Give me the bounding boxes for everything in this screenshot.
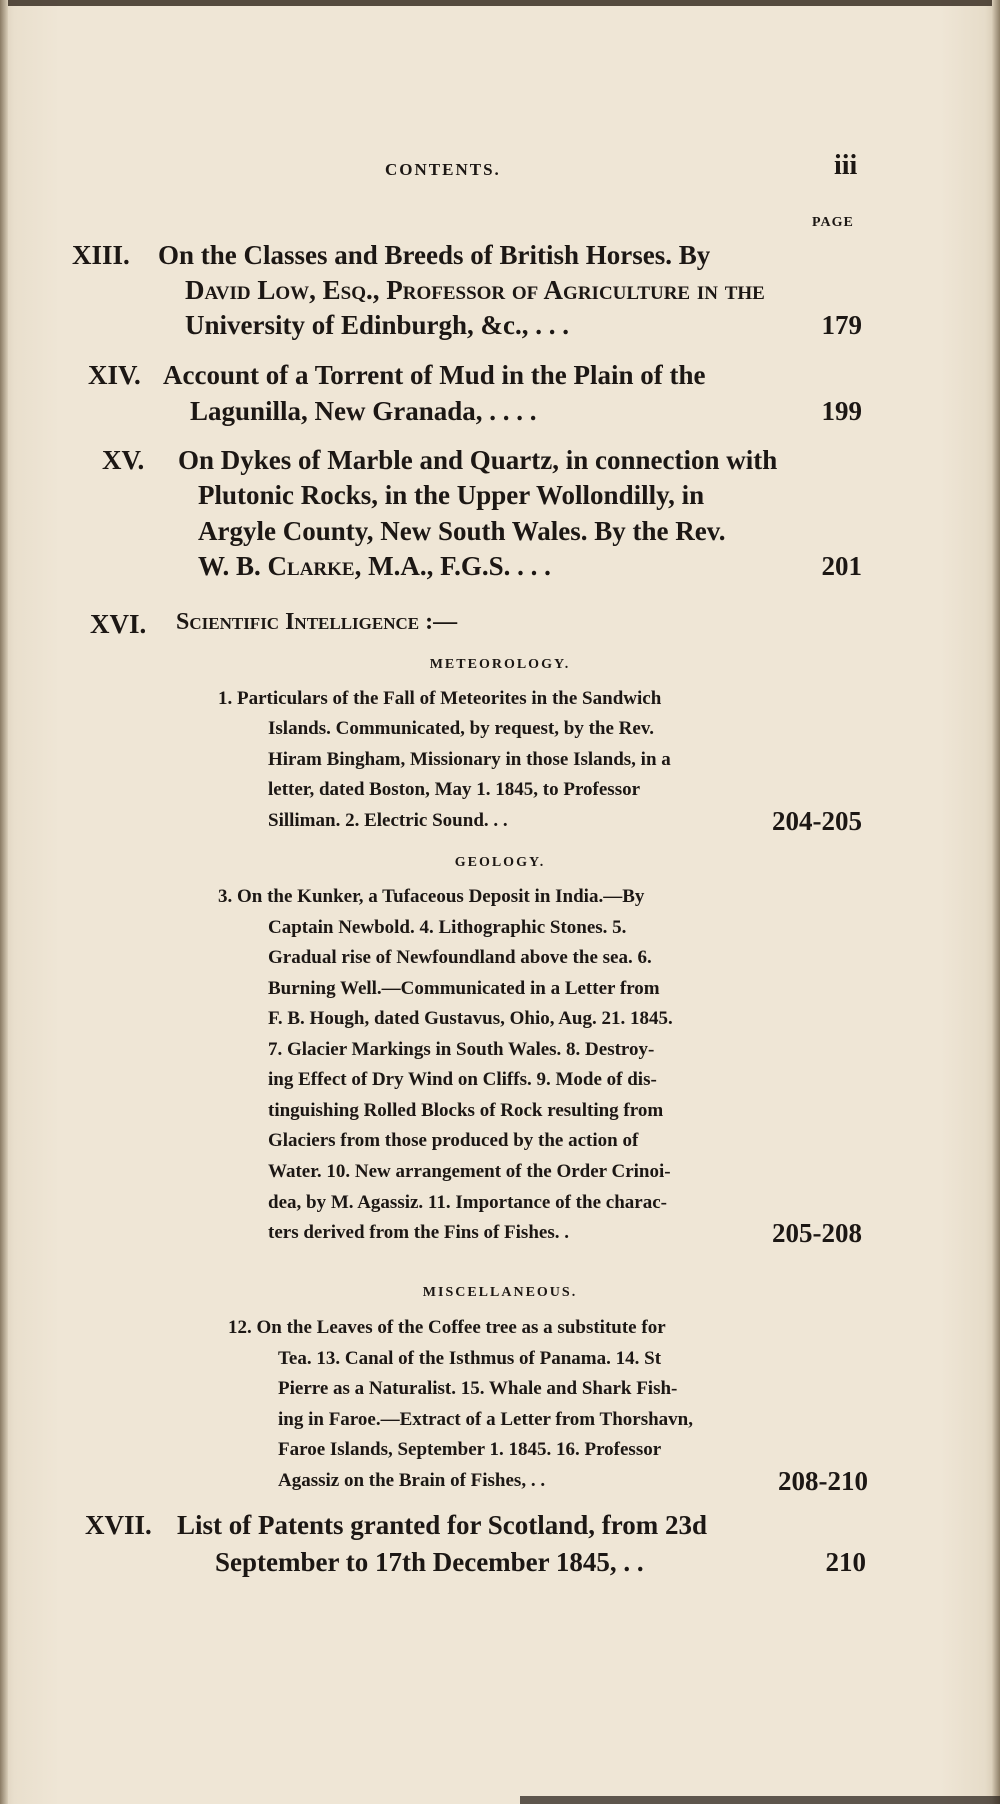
entry-line: September to 17th December 1845, . . <box>215 1547 644 1577</box>
entry-number: XVI. <box>90 609 147 639</box>
entry-line: David Low, Esq., Professor of Agriculture in the <box>185 275 765 305</box>
section-pages: 208-210 <box>778 1466 868 1496</box>
section-line: 7. Glacier Markings in South Wales. 8. Destroy- <box>268 1039 655 1060</box>
section-line: Captain Newbold. 4. Lithographic Stones. 5. <box>268 917 627 938</box>
section-line: Faroe Islands, September 1. 1845. 16. Professor <box>278 1439 662 1460</box>
section-line: Silliman. 2. Electric Sound. . . <box>268 810 508 831</box>
section-line: ing Effect of Dry Wind on Cliffs. 9. Mode of dis- <box>268 1069 657 1090</box>
entry-page: 179 <box>821 310 862 340</box>
section-line: Islands. Communicated, by request, by the Rev. <box>268 718 655 739</box>
page-bottom-edge <box>520 1796 1000 1804</box>
entry-line: On Dykes of Marble and Quartz, in connection with <box>178 445 778 475</box>
entry-line: W. B. Clarke, M.A., F.G.S. . . . <box>198 551 551 581</box>
running-head: CONTENTS. <box>385 160 501 179</box>
entry-line: Scientific Intelligence :— <box>176 609 458 635</box>
entry-number: XIV. <box>88 360 141 390</box>
section-line: letter, dated Boston, May 1. 1845, to Professor <box>268 779 641 800</box>
entry-line: Account of a Torrent of Mud in the Plain of the <box>163 360 706 390</box>
section-line: Agassiz on the Brain of Fishes, . . <box>278 1470 546 1491</box>
entry-line: Argyle County, New South Wales. By the Rev. <box>198 516 726 546</box>
entry-number: XIII. <box>72 240 130 270</box>
section-line: Tea. 13. Canal of the Isthmus of Panama. 14. St <box>278 1348 662 1369</box>
section-line: 3. On the Kunker, a Tufaceous Deposit in India.—By <box>218 886 645 907</box>
page-left-edge <box>0 0 8 1804</box>
page-top-edge <box>0 0 1000 6</box>
section-heading: GEOLOGY. <box>454 855 546 870</box>
section-line: ters derived from the Fins of Fishes. . <box>268 1222 569 1243</box>
section-line: Hiram Bingham, Missionary in those Islands, in a <box>268 749 671 770</box>
section-line: 12. On the Leaves of the Coffee tree as a substitute for <box>228 1317 666 1338</box>
page-column-label: PAGE <box>812 215 854 230</box>
entry-number: XV. <box>102 445 145 475</box>
entry-line: University of Edinburgh, &c., . . . <box>185 310 570 340</box>
entry-line: Plutonic Rocks, in the Upper Wollondilly, in <box>198 480 705 510</box>
section-line: Gradual rise of Newfoundland above the sea. 6. <box>268 947 652 968</box>
section-line: Water. 10. New arrangement of the Order Crinoi- <box>268 1161 671 1182</box>
section-line: 1. Particulars of the Fall of Meteorites in the Sandwich <box>218 688 662 709</box>
page-numeral: iii <box>834 150 858 181</box>
entry-number: XVII. <box>85 1510 152 1540</box>
entry-page: 199 <box>821 396 862 426</box>
section-heading: METEOROLOGY. <box>429 657 571 672</box>
page-right-edge <box>992 0 1000 1804</box>
section-pages: 204-205 <box>772 806 862 836</box>
section-line: Burning Well.—Communicated in a Letter from <box>268 978 660 999</box>
section-line: ing in Faroe.—Extract of a Letter from Thorshavn, <box>278 1409 693 1430</box>
entry-line: On the Classes and Breeds of British Horses. By <box>158 240 711 270</box>
entry-line: List of Patents granted for Scotland, from 23d <box>177 1510 707 1540</box>
section-pages: 205-208 <box>772 1218 862 1248</box>
section-line: Glaciers from those produced by the action of <box>268 1130 639 1151</box>
section-line: Pierre as a Naturalist. 15. Whale and Shark Fish- <box>278 1378 678 1399</box>
entry-page: 210 <box>825 1547 866 1577</box>
section-line: dea, by M. Agassiz. 11. Importance of the charac- <box>268 1192 667 1213</box>
section-heading: MISCELLANEOUS. <box>422 1285 578 1300</box>
section-line: tinguishing Rolled Blocks of Rock resulting from <box>268 1100 664 1121</box>
entry-line: Lagunilla, New Granada, . . . . <box>190 396 537 426</box>
section-line: F. B. Hough, dated Gustavus, Ohio, Aug. 21. 1845. <box>268 1008 673 1029</box>
entry-page: 201 <box>821 551 862 581</box>
